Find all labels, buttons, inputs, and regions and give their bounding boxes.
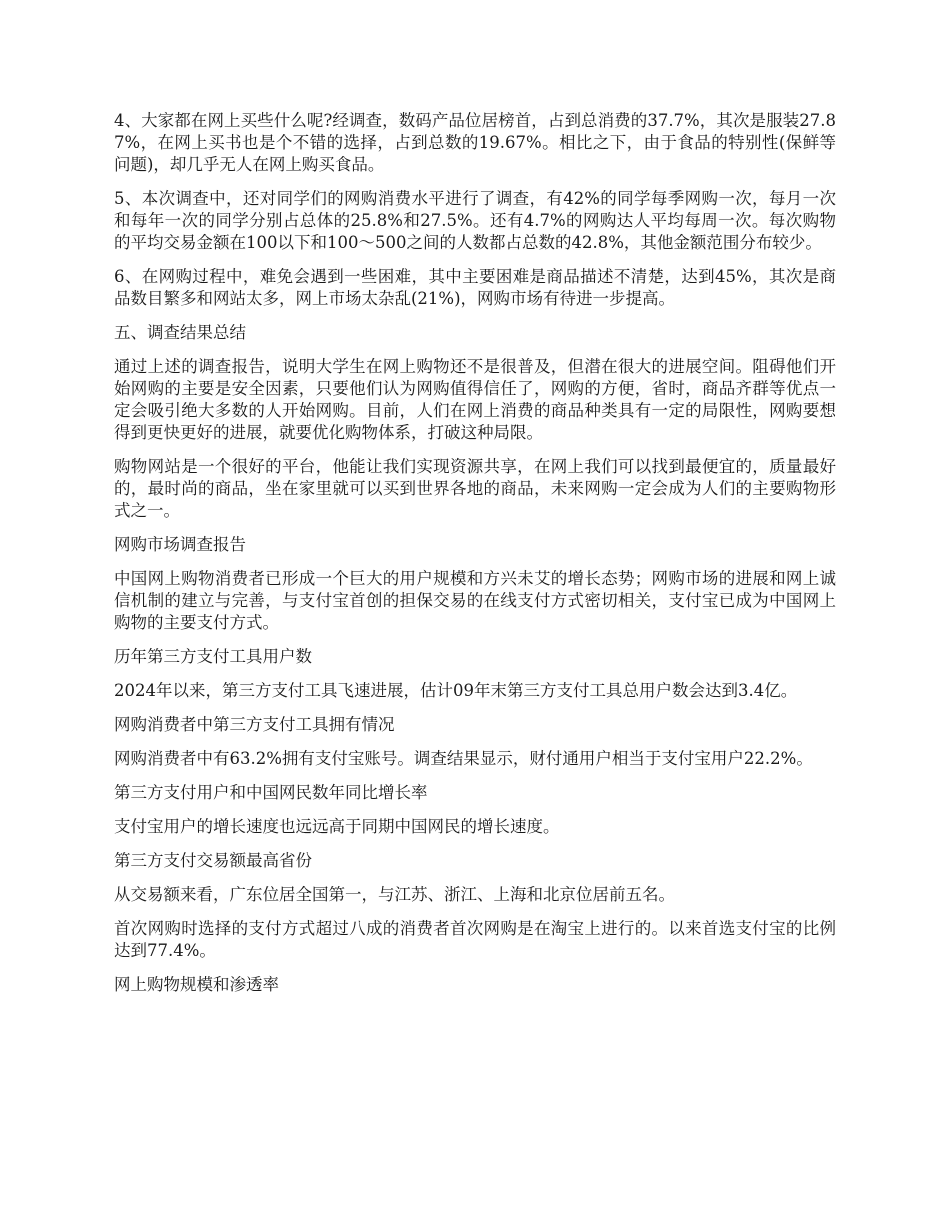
paragraph-first-payment-method: 首次网购时选择的支付方式超过八成的消费者首次网购是在淘宝上进行的。以来首选支付宝的比例达到77.4%。 bbox=[114, 919, 836, 960]
section-heading-shopping-scale: 网上购物规模和渗透率 bbox=[114, 975, 279, 994]
paragraph-summary-platform: 购物网站是一个很好的平台，他能让我们实现资源共享，在网上我们可以找到最便宜的，质量最好的，最时尚的商品，坐在家里就可以买到世界各地的商品，未来网购一定会成为人们的主要购物形式之一。 bbox=[114, 457, 836, 520]
paragraph-market-overview: 中国网上购物消费者已形成一个巨大的用户规模和方兴未艾的增长态势；网购市场的进展和网上诚信机制的建立与完善，与支付宝首创的担保交易的在线支付方式密切相关，支付宝已成为中国网上购物的主要支付方式。 bbox=[114, 569, 836, 632]
paragraph-payment-users: 2024年以来，第三方支付工具飞速进展，估计09年末第三方支付工具总用户数会达到3.4亿。 bbox=[114, 681, 798, 700]
paragraph-top-provinces: 从交易额来看，广东位居全国第一，与江苏、浙江、上海和北京位居前五名。 bbox=[114, 885, 675, 904]
section-heading-market-report: 网购市场调查报告 bbox=[114, 535, 246, 554]
section-heading-payment-users: 历年第三方支付工具用户数 bbox=[114, 647, 312, 666]
section-heading-top-provinces: 第三方支付交易额最高省份 bbox=[114, 851, 312, 870]
paragraph-purchase-frequency: 5、本次调查中，还对同学们的网购消费水平进行了调查，有42%的同学每季网购一次，每月一次和每年一次的同学分别占总体的25.8%和27.5%。还有4.7%的网购达人平均每周一次。每次购物的平均交易金额在100以下和100～500之间的人数都占总数的42.8%，其他金额范围分布较少。 bbox=[114, 189, 836, 252]
paragraph-payment-ownership: 网购消费者中有63.2%拥有支付宝账号。调查结果显示，财付通用户相当于支付宝用户22.2%。 bbox=[114, 749, 813, 768]
section-heading-growth-rate: 第三方支付用户和中国网民数年同比增长率 bbox=[114, 783, 428, 802]
paragraph-shopping-difficulties: 6、在网购过程中，难免会遇到一些困难，其中主要困难是商品描述不清楚，达到45%，其次是商品数目繁多和网站太多，网上市场太杂乱(21%)，网购市场有待进一步提高。 bbox=[114, 267, 836, 308]
section-heading-payment-ownership: 网购消费者中第三方支付工具拥有情况 bbox=[114, 715, 395, 734]
paragraph-summary-potential: 通过上述的调查报告，说明大学生在网上购物还不是很普及，但潜在很大的进展空间。阻碍他们开始网购的主要是安全因素，只要他们认为网购值得信任了，网购的方便，省时，商品齐群等优点一定会吸引绝大多数的人开始网购。目前，人们在网上消费的商品种类具有一定的局限性，网购要想得到更快更好的进展，就要优化购物体系，打破这种局限。 bbox=[114, 357, 836, 442]
paragraph-online-purchase-categories: 4、大家都在网上买些什么呢?经调查，数码产品位居榜首，占到总消费的37.7%，其次是服装27.87%，在网上买书也是个不错的选择，占到总数的19.67%。相比之下，由于食品的特别性(保鲜等问题)，却几乎无人在网上购买食品。 bbox=[114, 111, 836, 174]
section-heading-summary: 五、调查结果总结 bbox=[114, 323, 246, 342]
paragraph-growth-rate: 支付宝用户的增长速度也远远高于同期中国网民的增长速度。 bbox=[114, 817, 560, 836]
